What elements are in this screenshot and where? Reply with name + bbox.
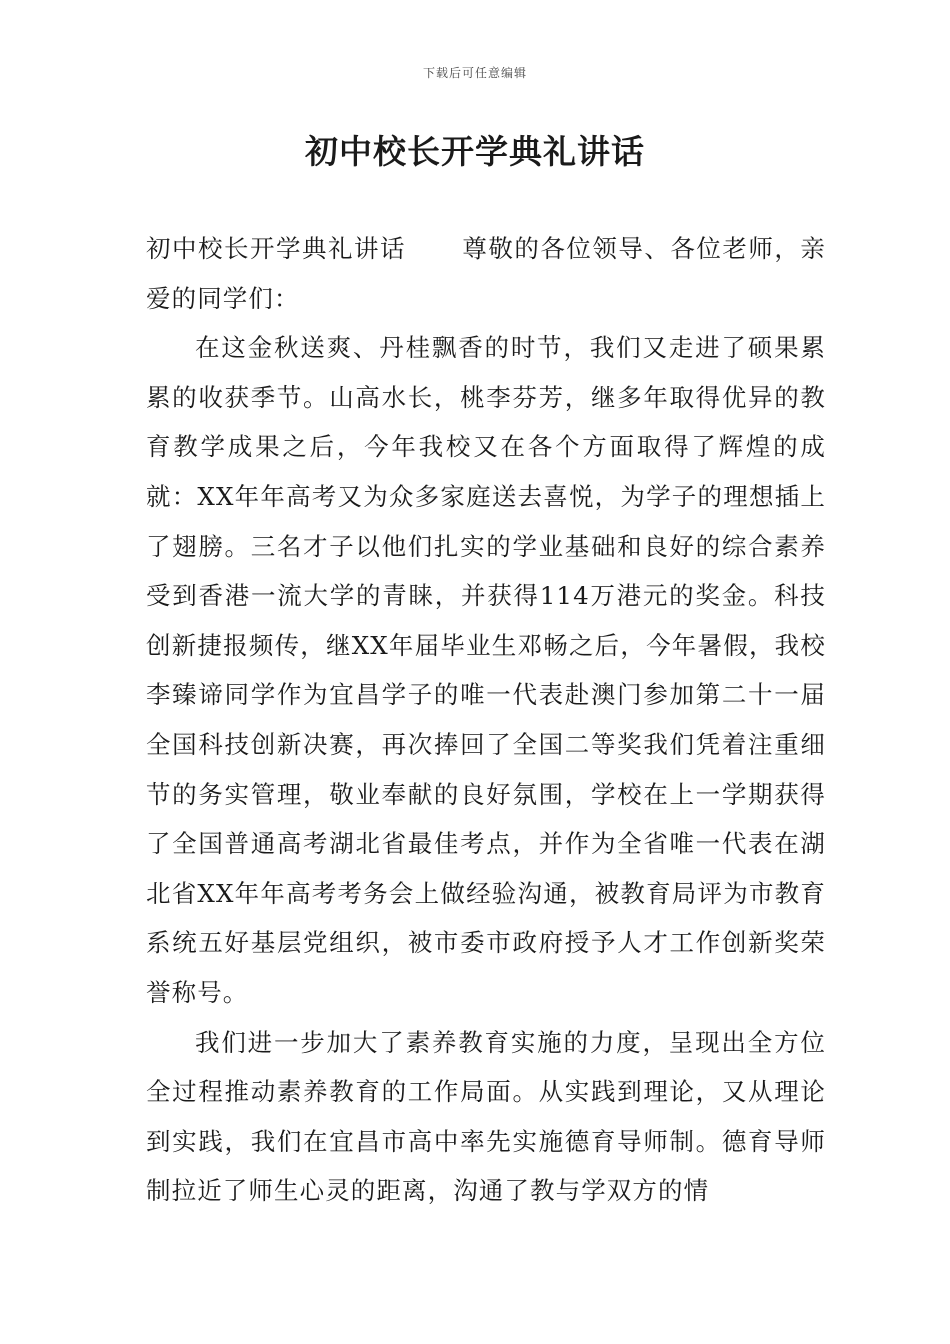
paragraph-1: 在这金秋送爽、丹桂飘香的时节，我们又走进了硕果累累的收获季节。山高水长，桃李芬芳，继多年取得优异的教育教学成果之后，今年我校又在各个方面取得了辉煌的成就：XX年年高考又为众多家庭送去喜悦，为学子的理想插上了翅膀。三名才子以他们扎实的学业基础和良好的综合素养受到香港一流大学的青睐，并获得114万港元的奖金。科技创新捷报频传，继XX年届毕业生邓畅之后，今年暑假，我校李臻谛同学作为宜昌学子的唯一代表赴澳门参加第二十一届全国科技创新决赛，再次捧回了全国二等奖我们凭着注重细节的务实管理，敬业奉献的良好氛围，学校在上一学期获得了全国普通高考湖北省最佳考点，并作为全省唯一代表在湖北省XX年年高考考务会上做经验沟通，被教育局评为市教育系统五好基层党组织，被市委市政府授予人才工作创新奖荣誉称号。	[146, 333, 826, 1007]
salutation: 尊敬的各位领导、各位老师，亲爱的同学们：	[146, 234, 826, 313]
paragraph-2: 我们进一步加大了素养教育实施的力度，呈现出全方位全过程推动素养教育的工作局面。从实践到理论，又从理论到实践，我们在宜昌市高中率先实施德育导师制。德育导师制拉近了师生心灵的距离，沟通了教与学双方的情	[146, 1027, 826, 1206]
document-body	[146, 224, 826, 1216]
opening-line	[146, 224, 826, 323]
document-title: 初中校长开学典礼讲话	[305, 132, 645, 171]
header-note: 下载后可任意编辑	[422, 66, 527, 80]
opening-repeat-title: 初中校长开学典礼讲话	[146, 234, 406, 263]
